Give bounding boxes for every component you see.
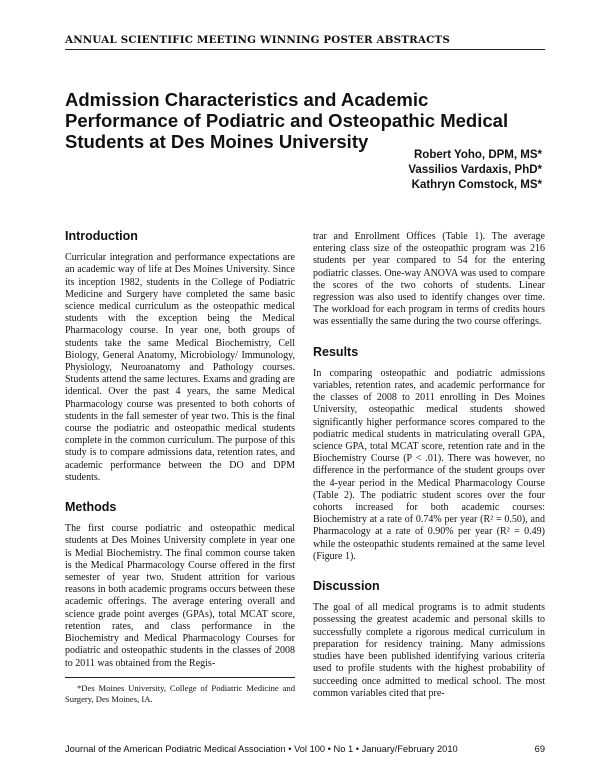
author-list [408,148,542,193]
author: Kathryn Comstock, MS* [411,179,542,191]
discussion-heading: Discussion [313,579,380,594]
footnote-divider [65,677,295,705]
methods-text: The first course podiatric and osteopathic medical students at Des Moines University complete in year one is Medial Biochemistry. The final common course taken is the Medical Pharmacology Course offered in the first semester of year two. Student attrition for various reasons in both academic programs occurs between these academic offerings. The average entering overall and science grade point averges (GPAs), total MCAT score, retention rates, and class performance in the Biochemistry and Medical Pharmacology Courses for podiatric and osteopathic students in the classes of 2008 to 2011 was obtained from the Regis- [65,523,295,669]
article-title: Admission Characteristics and Academic Performance of Podiatric and Osteopathic Medical Students at Des Moines University [65,89,509,152]
journal-citation: Journal of the American Podiatric Medical Association • Vol 100 • No 1 • January/February 2010 [65,744,458,754]
running-head: ANNUAL SCIENTIFIC MEETING WINNING POSTER ABSTRACTS [65,34,545,50]
left-column [65,230,295,705]
methods-heading: Methods [65,500,117,515]
author: Vassilios Vardaxis, PhD* [408,164,542,176]
footnote: *Des Moines University, College of Podiatric Medicine and Surgery, Des Moines, IA. [65,682,295,704]
introduction-text: Curricular integration and performance expectations are an academic way of life at Des Moines University. Since its inception 1982, students in the College of Podiatric Medicine and Surgery have completed the same basic science medical curriculum as the osteopathic medical students with the exception being the Medical Pharmacology course. In year one, both groups of students take the same Medical Biochemistry, Cell Biology, General Anatomy, Microbiology/ Immunology, Physiology, Neuroanatomy and Pathology courses. Students attend the same lectures. Exams and grading are identical. Over the past 4 years, the same Medical Pharmacology course was presented to both cohorts of students in the fall semester of year two. This is the final course the podiatric and osteopathic medical students complete in the common curriculum. The purpose of this study is to compare admissions data, retention rates, and academic performance between the DO and DPM students. [65,252,295,483]
introduction-heading: Introduction [65,229,138,243]
page-number: 69 [534,744,545,754]
methods-text-continued: trar and Enrollment Offices (Table 1). The average entering class size of the osteopathic program was 216 students per year compared to 54 for the entering podiatric classes. One-way ANOVA was used to compare the scores of the two cohorts of students. Linear regression was also used to identify changes over time. The workload for each program in terms of credits hours was essentially the same during the two course offerings. [313,231,545,328]
discussion-text: The goal of all medical programs is to admit students possessing the greatest academic and personal skills to successfully complete a rigorous medical curriculum in preparation for residency training. Many admissions studies have been published identifying various criteria used to profile students with the highest probability of succeeding once admitted to medical school. The most common variables cited that pre- [313,602,545,699]
results-text: In comparing osteopathic and podiatric admissions variables, retention rates, and academic performance for the classes of 2008 to 2011 enrolling in Des Moines University, osteopathic medical students showed significantly higher performance scores compared to the podiatric medical students in matriculating overall GPA, science GPA, total MCAT score, retention rate and in the Biochemistry Course (P < .01). There was however, no difference in the performance of the student groups over the 4-year period in the Medical Pharmacology Course (Table 2). The podiatric student scores over the four cohorts increased for both academic courses: Biochemistry at a rate of 0.74% per year (R² = 0.50), and Pharmacology at a rate of 0.90% per year (R² = 0.49) while the osteopathic students remained at the same level (Figure 1). [313,367,545,562]
results-heading: Results [313,344,359,359]
author: Robert Yoho, DPM, MS* [414,149,542,161]
page-footer [65,744,545,754]
right-column [313,231,545,717]
